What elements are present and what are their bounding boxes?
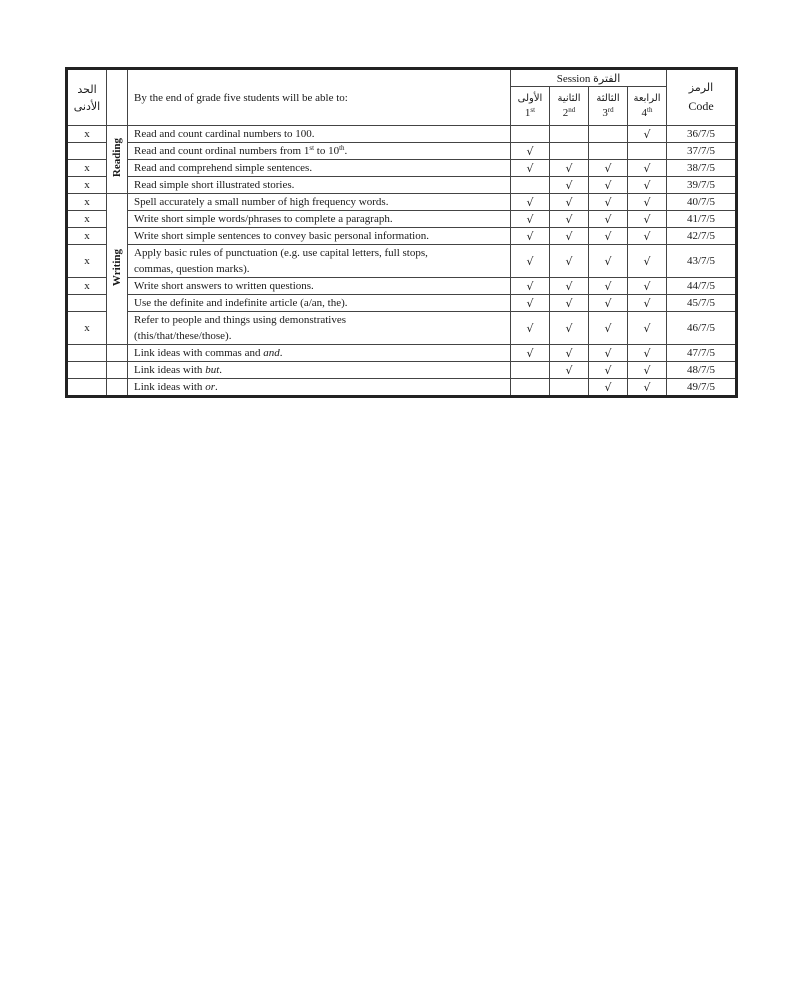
outcome-description: Read simple short illustrated stories. (128, 177, 511, 194)
min-level-mark: x (67, 177, 107, 194)
session-1-num: 1st (524, 106, 536, 119)
skill-blank (107, 362, 128, 379)
min-level-mark (67, 345, 107, 362)
session-2-check (550, 362, 589, 379)
session-3-check (589, 160, 628, 177)
check-icon: √ (604, 380, 612, 394)
min-level-mark: x (67, 211, 107, 228)
session-3-check (589, 345, 628, 362)
min-level-mark: x (67, 278, 107, 295)
check-icon: √ (604, 321, 612, 335)
session-1-check (511, 194, 550, 211)
check-icon: √ (604, 178, 612, 192)
session-1-check (511, 126, 550, 143)
session-4-check (628, 126, 667, 143)
session-1-check (511, 245, 550, 278)
table-row (67, 177, 737, 194)
session-3-check (589, 211, 628, 228)
check-icon: √ (604, 346, 612, 360)
check-icon: √ (565, 178, 573, 192)
outcome-description: Read and comprehend simple sentences. (128, 160, 511, 177)
skill-reading (107, 126, 128, 194)
check-icon: √ (643, 212, 651, 226)
check-icon: √ (643, 195, 651, 209)
outcome-description: Write short simple words/phrases to complete a paragraph. (128, 211, 511, 228)
session-4-check (628, 379, 667, 397)
session-2-check (550, 379, 589, 397)
outcome-code: 43/7/5 (667, 245, 737, 278)
check-icon: √ (643, 363, 651, 377)
session-2-check (550, 126, 589, 143)
check-icon: √ (604, 254, 612, 268)
check-icon: √ (604, 161, 612, 175)
session-2-check (550, 245, 589, 278)
session-4-check (628, 160, 667, 177)
intro-header: By the end of grade five students will be able to: (128, 69, 511, 126)
outcome-code: 46/7/5 (667, 312, 737, 345)
session-1-check (511, 379, 550, 397)
min-level-mark (67, 143, 107, 160)
session-3-check (589, 143, 628, 160)
session-2-check (550, 160, 589, 177)
session-2-check (550, 194, 589, 211)
outcome-code: 48/7/5 (667, 362, 737, 379)
session-2-header (550, 87, 589, 126)
session-3-header (589, 87, 628, 126)
check-icon: √ (526, 212, 534, 226)
check-icon: √ (526, 229, 534, 243)
outcome-code: 45/7/5 (667, 295, 737, 312)
check-icon: √ (643, 178, 651, 192)
table-row (67, 211, 737, 228)
check-icon: √ (643, 296, 651, 310)
check-icon: √ (604, 363, 612, 377)
session-3-check (589, 194, 628, 211)
session-4-header (628, 87, 667, 126)
session-1-check (511, 345, 550, 362)
skill-reading-label: Reading (111, 138, 123, 178)
session-2-check (550, 228, 589, 245)
outcome-code: 49/7/5 (667, 379, 737, 397)
check-icon: √ (526, 254, 534, 268)
check-icon: √ (565, 321, 573, 335)
session-1-check (511, 177, 550, 194)
session-3-check (589, 278, 628, 295)
session-4-check (628, 177, 667, 194)
check-icon: √ (565, 346, 573, 360)
check-icon: √ (526, 279, 534, 293)
session-1-header (511, 87, 550, 126)
check-icon: √ (526, 144, 534, 158)
check-icon: √ (526, 346, 534, 360)
min-level-label-line2: الأدنى (73, 99, 101, 113)
session-1-check (511, 278, 550, 295)
min-level-label-line1: الحد (77, 82, 97, 96)
check-icon: √ (526, 195, 534, 209)
session-2-check (550, 295, 589, 312)
check-icon: √ (565, 212, 573, 226)
check-icon: √ (643, 254, 651, 268)
skill-writing (107, 194, 128, 345)
check-icon: √ (565, 229, 573, 243)
session-4-check (628, 362, 667, 379)
curriculum-table (65, 67, 738, 398)
table-row (67, 379, 737, 397)
session-1-check (511, 211, 550, 228)
table-row (67, 312, 737, 345)
table-row (67, 362, 737, 379)
session-3-check (589, 295, 628, 312)
code-header (667, 69, 737, 126)
check-icon: √ (565, 363, 573, 377)
outcome-code: 47/7/5 (667, 345, 737, 362)
check-icon: √ (565, 279, 573, 293)
session-3-check (589, 312, 628, 345)
min-level-mark: x (67, 312, 107, 345)
min-level-mark (67, 379, 107, 397)
session-4-check (628, 245, 667, 278)
session-3-check (589, 379, 628, 397)
skill-blank (107, 379, 128, 397)
check-icon: √ (565, 296, 573, 310)
session-2-check (550, 345, 589, 362)
check-icon: √ (643, 279, 651, 293)
session-header (511, 69, 667, 87)
session-label-ar: الفترة (593, 71, 621, 85)
min-level-mark (67, 295, 107, 312)
session-4-check (628, 143, 667, 160)
min-level-mark: x (67, 126, 107, 143)
session-3-num: 3rd (602, 106, 614, 119)
check-icon: √ (526, 296, 534, 310)
check-icon: √ (604, 279, 612, 293)
outcome-code: 39/7/5 (667, 177, 737, 194)
table-row (67, 295, 737, 312)
outcome-description: Link ideas with commas and and. (128, 345, 511, 362)
outcome-description: Use the definite and indefinite article (a/an, the). (128, 295, 511, 312)
session-4-check (628, 278, 667, 295)
session-4-check (628, 312, 667, 345)
outcome-code: 41/7/5 (667, 211, 737, 228)
skill-writing-label: Writing (111, 248, 123, 287)
table-row (67, 228, 737, 245)
table-row (67, 160, 737, 177)
check-icon: √ (565, 195, 573, 209)
check-icon: √ (643, 321, 651, 335)
session-1-check (511, 228, 550, 245)
table-row (67, 194, 737, 211)
outcome-description: Refer to people and things using demonstratives (this/that/these/those). (128, 312, 511, 345)
check-icon: √ (526, 321, 534, 335)
session-2-num: 2nd (562, 106, 576, 119)
outcome-description: Spell accurately a small number of high frequency words. (128, 194, 511, 211)
min-level-mark: x (67, 194, 107, 211)
session-1-ar: الأولى (517, 93, 543, 104)
min-level-header (67, 69, 107, 126)
outcome-code: 42/7/5 (667, 228, 737, 245)
outcome-code: 37/7/5 (667, 143, 737, 160)
min-level-mark: x (67, 245, 107, 278)
session-3-check (589, 245, 628, 278)
check-icon: √ (604, 229, 612, 243)
session-4-check (628, 194, 667, 211)
session-2-check (550, 211, 589, 228)
min-level-mark: x (67, 160, 107, 177)
skill-header-blank (107, 69, 128, 126)
outcome-description: Read and count cardinal numbers to 100. (128, 126, 511, 143)
outcome-description: Write short simple sentences to convey basic personal information. (128, 228, 511, 245)
check-icon: √ (643, 127, 651, 141)
code-label-en: Code (688, 99, 714, 113)
session-3-check (589, 362, 628, 379)
code-label-ar: الرمز (688, 81, 714, 94)
check-icon: √ (643, 161, 651, 175)
table-row (67, 278, 737, 295)
table-row (67, 345, 737, 362)
session-3-ar: الثالثة (596, 93, 620, 104)
check-icon: √ (565, 254, 573, 268)
session-1-check (511, 143, 550, 160)
outcome-description: Apply basic rules of punctuation (e.g. use capital letters, full stops, commas, question marks). (128, 245, 511, 278)
session-2-check (550, 177, 589, 194)
outcome-code: 44/7/5 (667, 278, 737, 295)
session-4-check (628, 228, 667, 245)
check-icon: √ (526, 161, 534, 175)
session-1-check (511, 160, 550, 177)
check-icon: √ (604, 296, 612, 310)
check-icon: √ (604, 212, 612, 226)
check-icon: √ (565, 161, 573, 175)
session-4-check (628, 211, 667, 228)
min-level-mark (67, 362, 107, 379)
table-row (67, 126, 737, 143)
outcome-code: 36/7/5 (667, 126, 737, 143)
check-icon: √ (604, 195, 612, 209)
session-2-check (550, 312, 589, 345)
session-2-ar: الثانية (557, 93, 581, 104)
session-1-check (511, 295, 550, 312)
table-row (67, 143, 737, 160)
session-4-num: 4th (641, 106, 653, 119)
outcome-description: Read and count ordinal numbers from 1st to 10th. (128, 143, 511, 160)
check-icon: √ (643, 346, 651, 360)
outcome-code: 40/7/5 (667, 194, 737, 211)
session-4-ar: الرابعة (633, 93, 661, 104)
session-4-check (628, 295, 667, 312)
session-3-check (589, 228, 628, 245)
check-icon: √ (643, 229, 651, 243)
session-1-check (511, 362, 550, 379)
outcome-description: Link ideas with or. (128, 379, 511, 397)
min-level-mark: x (67, 228, 107, 245)
session-2-check (550, 143, 589, 160)
outcome-description: Link ideas with but. (128, 362, 511, 379)
session-4-check (628, 345, 667, 362)
outcome-description: Write short answers to written questions. (128, 278, 511, 295)
skill-blank (107, 345, 128, 362)
check-icon: √ (643, 380, 651, 394)
session-1-check (511, 312, 550, 345)
table-row (67, 245, 737, 278)
session-3-check (589, 177, 628, 194)
session-label-en: Session (556, 72, 591, 85)
session-2-check (550, 278, 589, 295)
outcome-code: 38/7/5 (667, 160, 737, 177)
session-3-check (589, 126, 628, 143)
